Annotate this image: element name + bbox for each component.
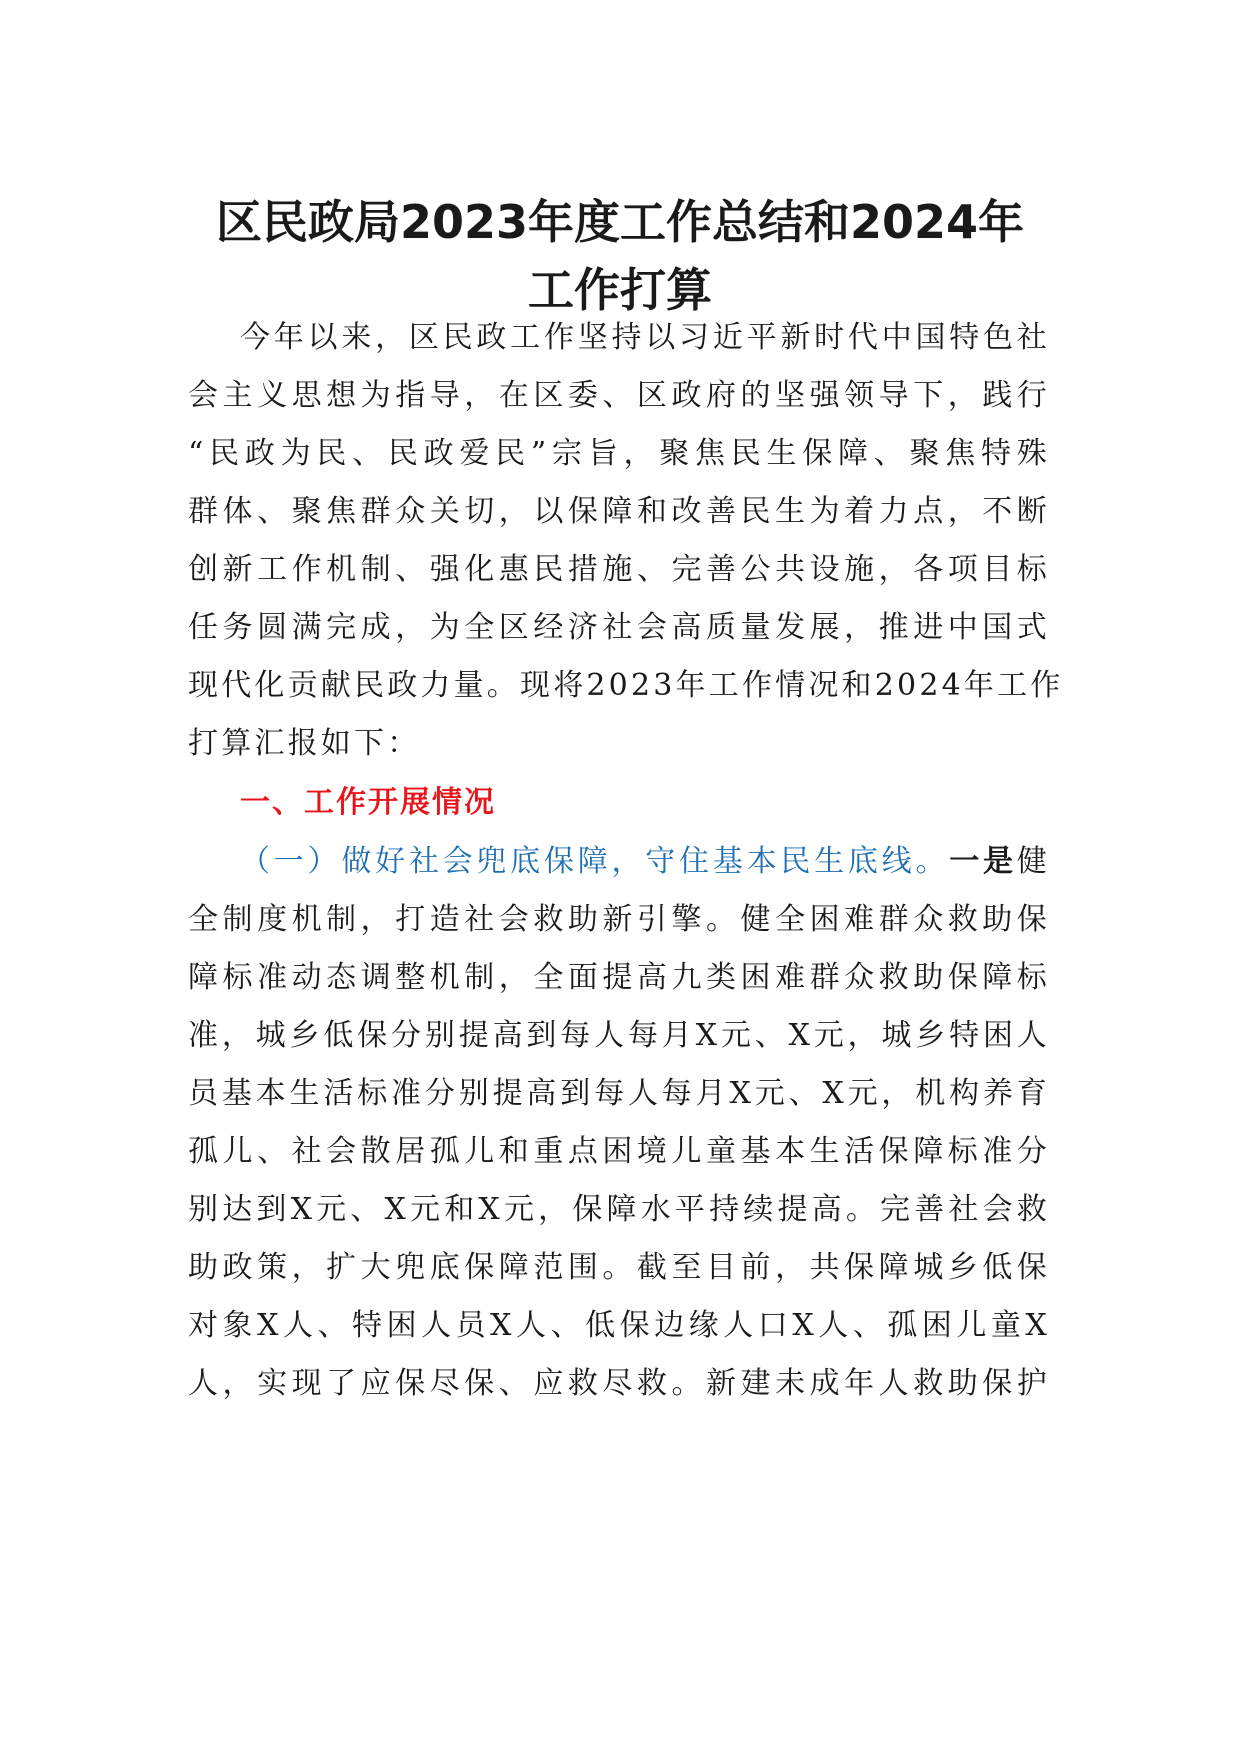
intro-paragraph-line: 群体、聚焦群众关切，以保障和改善民生为着力点，不断 [188,494,1050,529]
body-paragraph-line: 员基本生活标准分别提高到每人每月X元、X元，机构养育 [188,1076,1050,1111]
body-paragraph-line: 助政策，扩大兜底保障范围。截至目前，共保障城乡低保 [188,1250,1050,1285]
body-paragraph-line: 别达到X元、X元和X元，保障水平持续提高。完善社会救 [188,1192,1050,1227]
body-paragraph-line: 人，实现了应保尽保、应救尽救。新建未成年人救助保护 [188,1366,1050,1401]
document-title-line-2: 工作打算 [528,263,712,317]
body-paragraph-line: 障标准动态调整机制，全面提高九类困难群众救助保障标 [188,960,1050,995]
body-paragraph-line: 全制度机制，打造社会救助新引擎。健全困难群众救助保 [188,902,1050,937]
document-title-line-1: 区民政局2023年度工作总结和2024年 [215,195,1025,249]
intro-paragraph-line: 现代化贡献民政力量。现将2023年工作情况和2024年工作 [188,668,1064,703]
section-heading-1: 一、工作开展情况 [240,785,496,820]
intro-paragraph-line: 创新工作机制、强化惠民措施、完善公共设施，各项目标 [188,552,1050,587]
body-paragraph-line: 准，城乡低保分别提高到每人每月X元、X元，城乡特困人 [188,1018,1050,1053]
subsection-heading-line [240,840,1050,884]
intro-paragraph-line: 会主义思想为指导，在区委、区政府的坚强领导下，践行 [188,378,1050,413]
lead-bold-label: 一是 [949,844,1017,879]
intro-paragraph-line: 任务圆满完成，为全区经济社会高质量发展，推进中国式 [188,610,1050,645]
intro-paragraph-line: “民政为民、民政爱民”宗旨，聚焦民生保障、聚焦特殊 [188,436,1050,471]
subsection-heading-1: （一）做好社会兜底保障，守住基本民生底线。 [240,844,950,879]
lead-rest-text: 健 [1016,844,1050,879]
intro-paragraph-line: 今年以来，区民政工作坚持以习近平新时代中国特色社 [240,320,1050,355]
body-paragraph-line: 孤儿、社会散居孤儿和重点困境儿童基本生活保障标准分 [188,1134,1050,1169]
intro-paragraph-line: 打算汇报如下： [188,726,421,761]
body-paragraph-line: 对象X人、特困人员X人、低保边缘人口X人、孤困儿童X [188,1308,1050,1343]
